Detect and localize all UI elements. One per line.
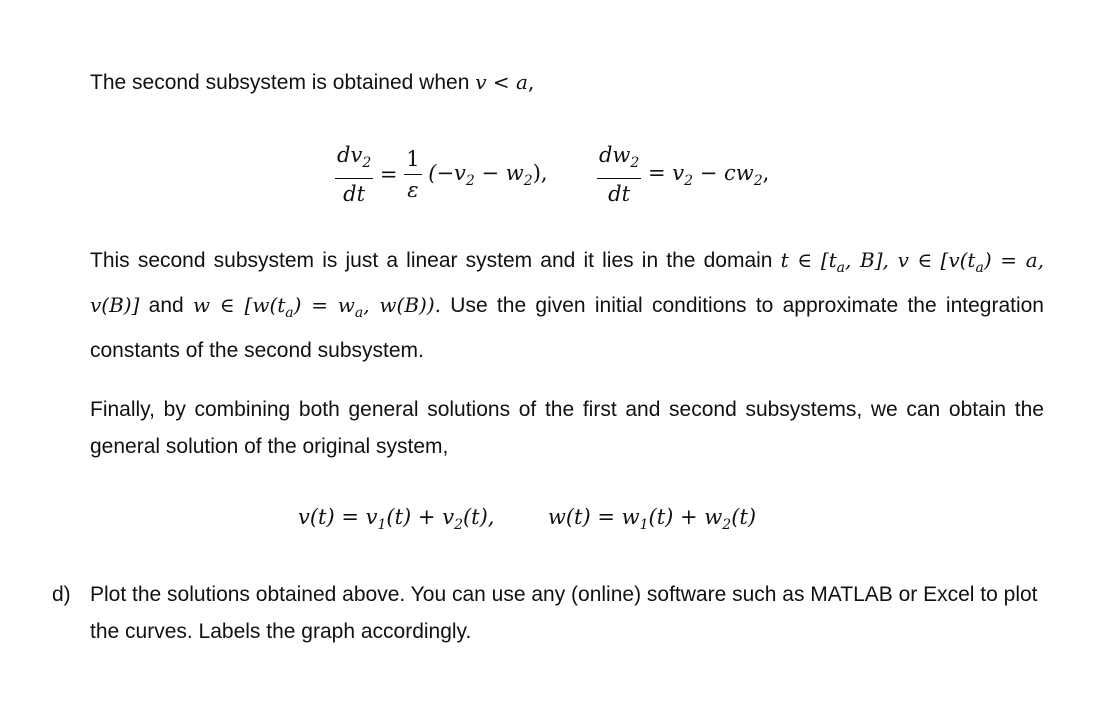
equation-subsystem-2: $\frac{dv_2}{dt}$ = $\frac{1}{\varepsilon}$ $(-v_2 - w_2)$, $\frac{dw_2}{dt}$ = $v_2 - cw_2$, — [335, 140, 769, 209]
condition-v: v — [475, 70, 487, 94]
fraction-dv2-dt: $\frac{dv_2}{dt}$ — [335, 140, 373, 209]
domain-v: [$v(t_a) = a$, v(B)] — [90, 248, 1045, 317]
equation-general-solution — [298, 505, 756, 533]
domain-t: t ∈ [$t_a$, B], v ∈ — [780, 248, 933, 276]
fraction-dw2-dt: $\frac{dw_2}{dt}$ — [597, 140, 641, 209]
solution-v: $v(t) = v_1(t) + v_2(t)$, — [298, 505, 495, 533]
combination-paragraph: Finally, by combining both general solutions of the first and second subsystems, we can obtain the general solution of the original system, — [90, 398, 1044, 458]
domain-paragraph: This second subsystem is just a linear system and it lies in the domain t ∈ [$t_a$, B], v ∈ [$v(t_a) = a$, v(B)] and w ∈ [$w(t_a) = w_a$, w(B)). Use the given initial conditions to approximate the integration constants of the second subsystem. — [90, 248, 1045, 362]
condition-a: a — [516, 70, 528, 94]
rhs-first: $(-v_2 - w_2)$, — [428, 160, 548, 189]
condition-op: < — [486, 70, 517, 94]
rhs-second: = $v_2 - cw_2$, — [647, 160, 770, 189]
domain-w: w ∈ [$w(t_a) = w_a$, w(B)). — [193, 293, 442, 321]
condition-comma: , — [527, 70, 535, 94]
solution-w: $w(t) = w_1(t) + w_2(t)$ — [547, 505, 757, 533]
item-d-label: d) — [52, 583, 71, 606]
fraction-one-over-epsilon: $\frac{1}{\varepsilon}$ — [404, 144, 421, 205]
item-d-text: Plot the solutions obtained above. You can use any (online) software such as MATLAB or Excel to plot the curves. Labels the graph accordingly. — [90, 583, 1038, 643]
intro-text: The second subsystem is obtained when — [90, 71, 476, 94]
intro-paragraph — [90, 64, 1044, 101]
